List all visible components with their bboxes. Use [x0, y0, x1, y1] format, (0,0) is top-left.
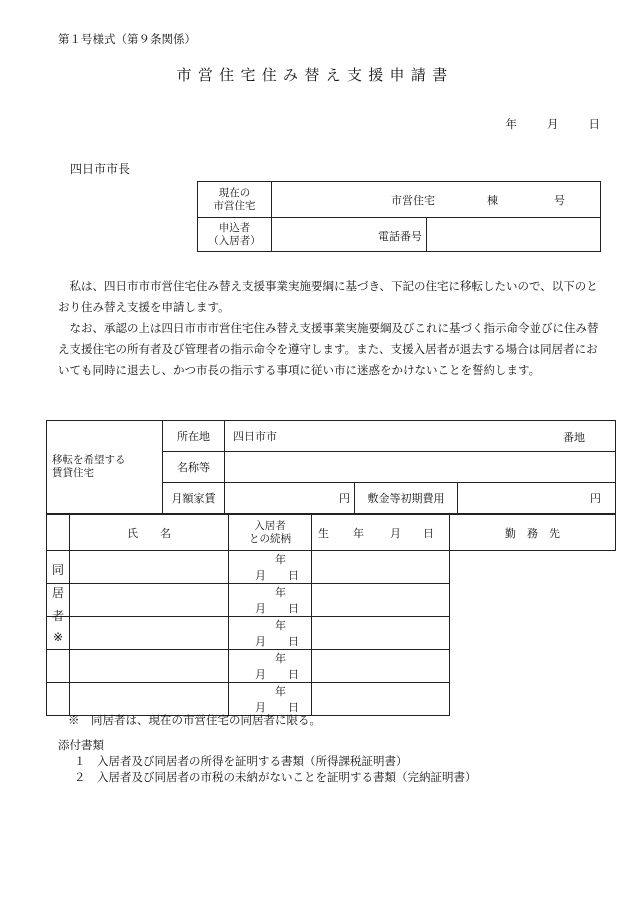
rent-yen: 円 — [339, 492, 350, 505]
cohabitant-side-char: 者 — [51, 609, 64, 623]
cohabitant-name-field[interactable] — [47, 683, 70, 716]
cohabitant-row — [47, 584, 616, 617]
cohabitant-side-label — [47, 515, 70, 644]
footnote: ※ 同居者は、現在の市営住宅の同居者に限る。 — [68, 713, 321, 727]
birth-day-label: 日 — [288, 635, 299, 648]
month-label: 月 — [547, 117, 559, 131]
cohabitant-workplace-field[interactable] — [312, 551, 450, 584]
form-number: 第１号様式（第９条関係） — [58, 32, 196, 46]
room-unit: 号 — [554, 193, 565, 207]
cohabitant-workplace-field[interactable] — [312, 650, 450, 683]
cohabitant-relation-field[interactable] — [70, 551, 229, 584]
attachment-item-2: ２ 入居者及び同居者の市税の未納がないことを証明する書類（完納証明書） — [74, 770, 477, 784]
building-unit: 棟 — [487, 193, 498, 207]
workplace-header: 勤 務 先 — [450, 515, 616, 551]
cohabitant-workplace-field[interactable] — [312, 683, 450, 716]
cohabitant-relation-field[interactable] — [70, 584, 229, 617]
birth-year-label: 年 — [275, 652, 286, 665]
birth-year-label: 年 — [275, 586, 286, 599]
attachments-heading: 添付書類 — [58, 738, 104, 752]
cohabitant-side-char: 同 — [51, 563, 64, 577]
relation-header: 入居者 との続柄 — [229, 515, 312, 551]
deposit-yen: 円 — [590, 492, 601, 505]
year-label: 年 — [505, 117, 517, 131]
rent-field[interactable] — [225, 483, 355, 514]
housing-table — [46, 420, 616, 514]
birth-month-label: 月 — [255, 569, 266, 582]
cohabitant-birthdate-field[interactable] — [229, 683, 312, 716]
birth-prefix: 生 — [318, 526, 329, 540]
cohabitant-workplace-field[interactable] — [312, 617, 450, 650]
body-text — [58, 276, 604, 381]
current-housing-label: 現在の 市営住宅 — [198, 182, 272, 218]
cohabitant-birthdate-field[interactable] — [229, 584, 312, 617]
cohabitant-side-char: ※ — [52, 630, 64, 644]
cohabitant-name-field[interactable] — [47, 650, 70, 683]
name-field[interactable] — [225, 452, 616, 483]
birth-header — [312, 515, 450, 551]
cohabitant-row — [47, 650, 616, 683]
name-header: 氏 名 — [70, 515, 229, 551]
location-label: 所在地 — [163, 421, 225, 452]
cohabitant-row — [47, 551, 616, 584]
cohabitant-relation-field[interactable] — [70, 617, 229, 650]
location-field[interactable] — [225, 421, 616, 452]
date-fields — [506, 116, 601, 132]
desired-housing-label: 移転を希望する 賃貸住宅 — [47, 421, 163, 514]
birth-year-label: 年 — [275, 553, 286, 566]
cohabitant-row — [47, 683, 616, 716]
birth-day-header: 日 — [423, 526, 434, 540]
birth-year-label: 年 — [275, 685, 286, 698]
birth-day-label: 日 — [288, 668, 299, 681]
cohabitant-row — [47, 617, 616, 650]
birth-day-label: 日 — [288, 602, 299, 615]
phone-field[interactable] — [427, 218, 601, 252]
addressee: 四日市市長 — [70, 162, 131, 176]
housing-prefix: 市営住宅 — [391, 193, 435, 207]
rent-label: 月額家賃 — [163, 483, 225, 514]
cohabitant-table — [46, 514, 616, 716]
birth-month-header: 月 — [390, 526, 401, 540]
cohabitant-side-char: 居 — [51, 586, 64, 600]
current-housing-field[interactable] — [272, 182, 601, 218]
birth-year-header: 年 — [353, 526, 364, 540]
birth-month-label: 月 — [255, 602, 266, 615]
birth-day-label: 日 — [288, 569, 299, 582]
page-title: 市営住宅住み替え支援申請書 — [176, 66, 454, 84]
cohabitant-birthdate-field[interactable] — [229, 650, 312, 683]
phone-label: 電話番号 — [378, 230, 422, 243]
cohabitant-relation-field[interactable] — [70, 650, 229, 683]
day-label: 日 — [588, 117, 600, 131]
address-unit: 番地 — [563, 431, 585, 444]
applicant-name-field[interactable] — [272, 218, 427, 252]
applicant-table — [197, 181, 601, 252]
birth-day-label: 日 — [288, 701, 299, 714]
cohabitant-workplace-field[interactable] — [312, 584, 450, 617]
birth-month-label: 月 — [255, 635, 266, 648]
deposit-label: 敷金等初期費用 — [355, 483, 458, 514]
cohabitant-relation-field[interactable] — [70, 683, 229, 716]
name-label: 名称等 — [163, 452, 225, 483]
cohabitant-birthdate-field[interactable] — [229, 617, 312, 650]
cohabitant-birthdate-field[interactable] — [229, 551, 312, 584]
deposit-field[interactable] — [458, 483, 616, 514]
birth-month-label: 月 — [255, 701, 266, 714]
location-city: 四日市市 — [233, 430, 277, 443]
attachment-item-1: １ 入居者及び同居者の所得を証明する書類（所得課税証明書） — [74, 754, 408, 768]
birth-year-label: 年 — [275, 619, 286, 632]
applicant-label: 申込者 （入居者） — [198, 218, 272, 252]
body-paragraph-1: 私は、四日市市市営住宅住み替え支援事業実施要綱に基づき、下記の住宅に移転したいので、以下のとおり住み替え支援を申請します。 — [58, 279, 598, 314]
birth-month-label: 月 — [255, 668, 266, 681]
body-paragraph-2: なお、承認の上は四日市市市営住宅住み替え支援事業実施要綱及びこれに基づく指示命令並びに住み替え支援住宅の所有者及び管理者の指示命令を遵守します。また、支援入居者が退去する場合は同居者においても同時に退去し、かつ市長の指示する事項に従い市に迷惑をかけないことを誓約します。 — [58, 321, 599, 377]
